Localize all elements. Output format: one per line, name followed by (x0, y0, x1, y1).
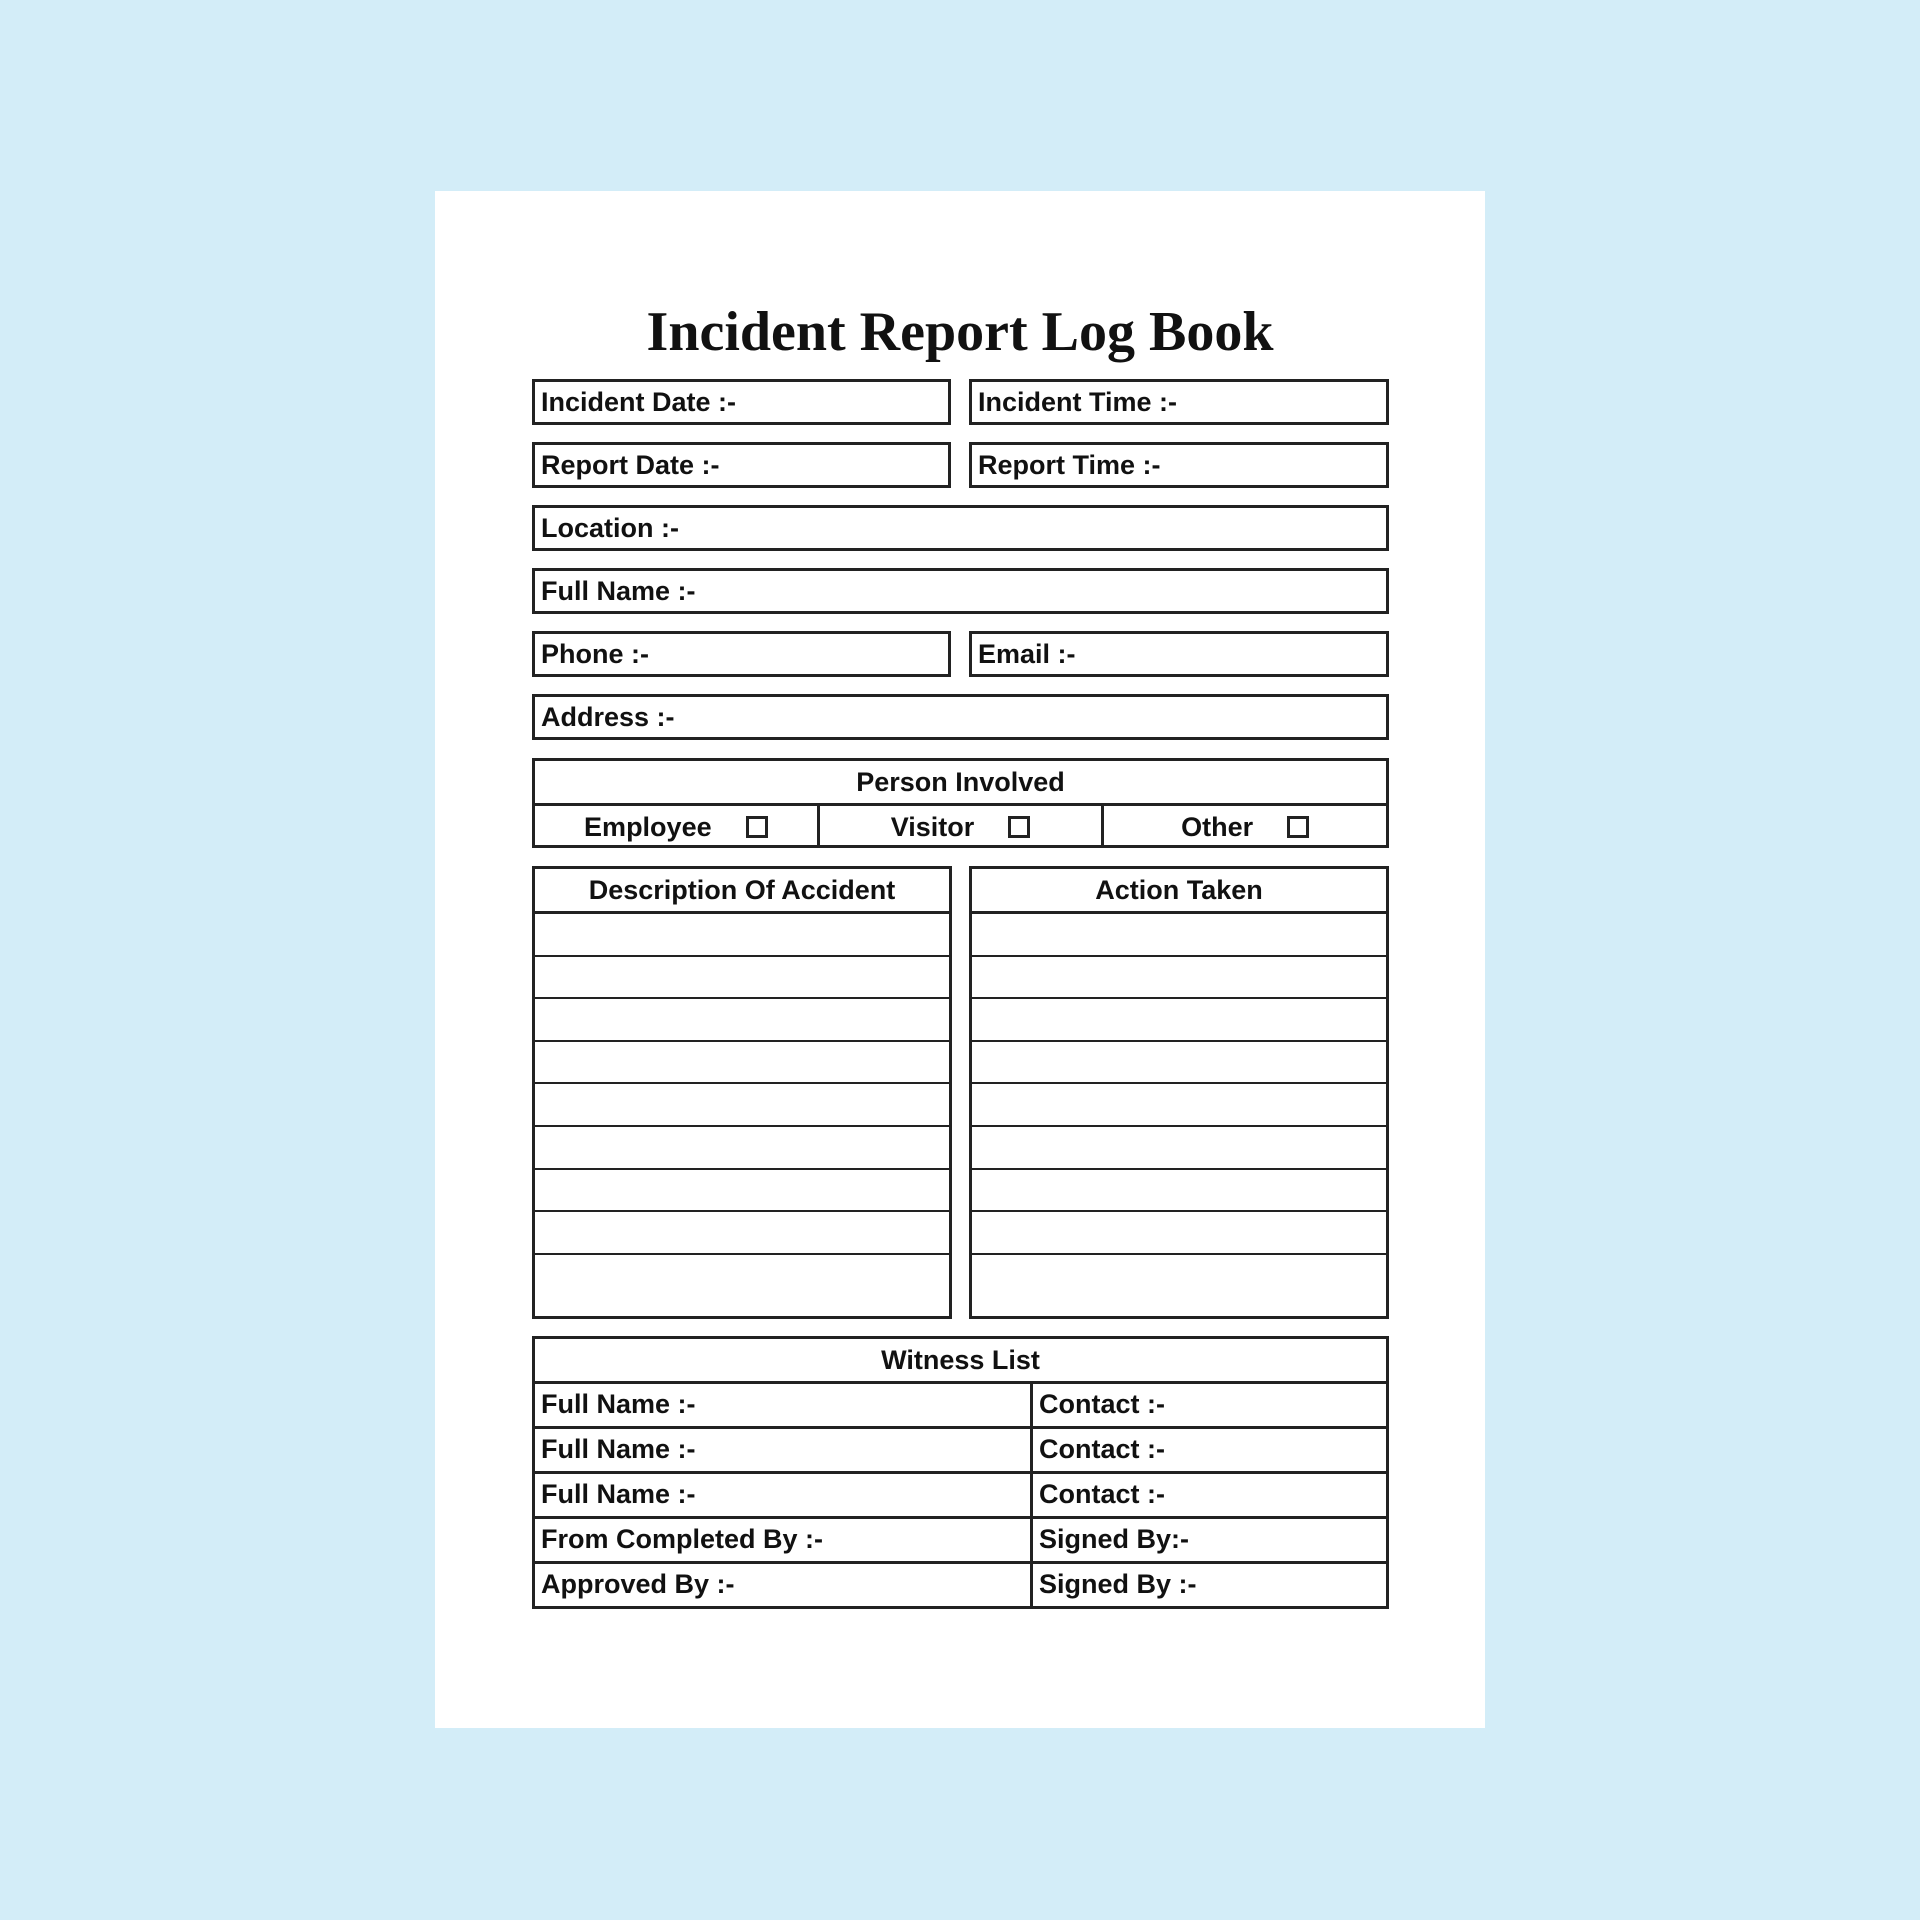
report-time-field[interactable] (969, 442, 1389, 488)
option-employee-label: Employee (584, 811, 712, 842)
description-line[interactable] (535, 1170, 949, 1213)
witness-contact-cell[interactable]: Contact :- (1039, 1479, 1165, 1509)
email-label: Email :- (978, 639, 1076, 669)
phone-label: Phone :- (541, 639, 649, 669)
action-line[interactable] (972, 1042, 1386, 1085)
description-line[interactable] (535, 1084, 949, 1127)
witness-table (532, 1336, 1389, 1609)
description-table (532, 866, 952, 1319)
incident-time-label: Incident Time :- (978, 387, 1178, 417)
visitor-checkbox[interactable] (1008, 816, 1030, 838)
witness-name-cell[interactable]: Full Name :- (535, 1384, 1033, 1426)
description-line[interactable] (535, 1042, 949, 1085)
action-heading: Action Taken (972, 869, 1386, 914)
description-heading: Description Of Accident (535, 869, 949, 914)
description-line[interactable] (535, 1212, 949, 1255)
report-date-label: Report Date :- (541, 450, 720, 480)
action-line[interactable] (972, 1212, 1386, 1255)
other-checkbox[interactable] (1287, 816, 1309, 838)
action-line[interactable] (972, 1127, 1386, 1170)
full-name-label: Full Name :- (541, 576, 696, 606)
completed-by-row (535, 1519, 1386, 1564)
employee-checkbox[interactable] (746, 816, 768, 838)
description-line[interactable] (535, 1255, 949, 1298)
witness-contact-cell[interactable]: Contact :- (1039, 1434, 1165, 1464)
full-name-field[interactable] (532, 568, 1389, 614)
action-table (969, 866, 1389, 1319)
option-employee[interactable] (535, 806, 817, 848)
phone-field[interactable] (532, 631, 951, 677)
address-field[interactable] (532, 694, 1389, 740)
incident-date-field[interactable] (532, 379, 951, 425)
option-other[interactable] (1101, 806, 1386, 848)
address-label: Address :- (541, 702, 675, 732)
witness-heading: Witness List (535, 1339, 1386, 1384)
action-line[interactable] (972, 914, 1386, 957)
incident-date-label: Incident Date :- (541, 387, 737, 417)
witness-contact-cell[interactable]: Contact :- (1039, 1389, 1165, 1419)
report-date-field[interactable] (532, 442, 951, 488)
completed-by-cell[interactable]: From Completed By :- (535, 1519, 1033, 1561)
option-other-label: Other (1181, 811, 1254, 842)
location-field[interactable] (532, 505, 1389, 551)
report-time-label: Report Time :- (978, 450, 1161, 480)
person-involved-heading: Person Involved (535, 761, 1386, 806)
form-title: Incident Report Log Book (646, 301, 1274, 363)
location-label: Location :- (541, 513, 679, 543)
approved-by-cell[interactable]: Approved By :- (535, 1564, 1033, 1606)
witness-row (535, 1429, 1386, 1474)
description-line[interactable] (535, 957, 949, 1000)
action-line[interactable] (972, 957, 1386, 1000)
person-involved-table (532, 758, 1389, 848)
person-involved-options (535, 806, 1386, 848)
witness-row (535, 1384, 1386, 1429)
option-visitor[interactable] (817, 806, 1102, 848)
option-visitor-label: Visitor (890, 811, 975, 842)
description-line[interactable] (535, 914, 949, 957)
description-line[interactable] (535, 999, 949, 1042)
email-field[interactable] (969, 631, 1389, 677)
approver-signed-by-cell[interactable]: Signed By :- (1039, 1569, 1197, 1599)
action-line[interactable] (972, 1170, 1386, 1213)
witness-name-cell[interactable]: Full Name :- (535, 1429, 1033, 1471)
action-line[interactable] (972, 1084, 1386, 1127)
action-line[interactable] (972, 1255, 1386, 1298)
incident-time-field[interactable] (969, 379, 1389, 425)
approved-by-row (535, 1564, 1386, 1606)
action-line[interactable] (972, 999, 1386, 1042)
signed-by-cell[interactable]: Signed By:- (1039, 1524, 1190, 1554)
description-line[interactable] (535, 1127, 949, 1170)
witness-row (535, 1474, 1386, 1519)
witness-name-cell[interactable]: Full Name :- (535, 1474, 1033, 1516)
